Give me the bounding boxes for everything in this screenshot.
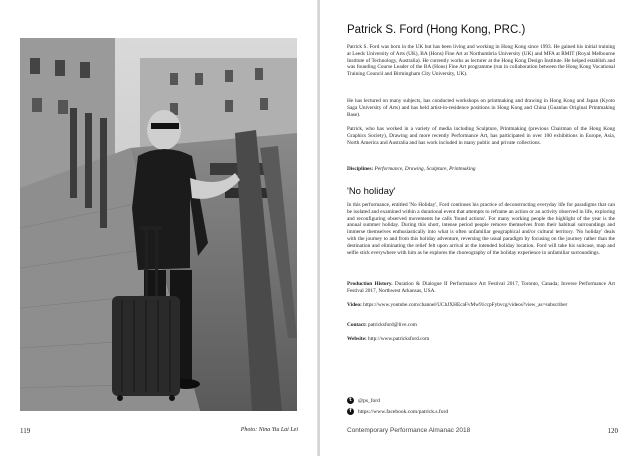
video-line xyxy=(347,302,615,309)
facebook-icon: f xyxy=(347,408,354,415)
production-history xyxy=(347,281,615,295)
disciplines-label: Disciplines: xyxy=(347,166,374,172)
photo-credit: Photo: Nina Yiu Lai Lei xyxy=(240,427,298,433)
performance-description: In this performance, entitled 'No Holiday', Ford continues his practice of deconstructing everyday life for paradigms that can be isolated and examined within a durational event that attempts to reframe an action or an activity observed in life, exploring and reconfiguring observed movements he calls 'found actions'. For many working people the highlight of the year is the annual summer holiday. During this short, intense period people remove themselves from their habitual surroundings and immerse themselves enthusiastically into what is often unfamiliar geographical and/or cultural territory. 'No holiday' deals with the journey to and from this holiday adventure, reversing the usual paradigm by focusing on the journey rather than the destination and eliminating the relief felt upon arrival at the intended holiday location. Ford will take his suitcase, map and selfie stick everywhere with him as he explores the choreography of the holiday experience in unfamiliar surroundings. xyxy=(347,202,615,256)
contact-label: Contact: xyxy=(347,322,367,328)
performance-title: 'No holiday' xyxy=(347,186,396,197)
twitter-handle[interactable]: @ps_ford xyxy=(358,397,380,404)
website-label: Website: xyxy=(347,336,367,342)
video-link[interactable]: https://www.youtube.com/channel/UChJXHEcaFvMw91ccpFybvcg/videos?view_as=subscriber xyxy=(363,302,568,308)
contact-line xyxy=(347,322,615,329)
contact-email[interactable]: patricksford@live.com xyxy=(368,322,417,328)
facebook-link[interactable]: https://www.facebook.com/patrick.s.ford xyxy=(358,408,449,415)
right-page xyxy=(320,0,640,456)
bio-paragraph-2: He has lectured on many subjects, has conducted workshops on printmaking and drawing in Hong Kong and Japan (Kyoto Saga University of Arts) and has held artist-in-residence positions in Hong Kong and China (Guanlan Original Printmaking Base). xyxy=(347,98,615,118)
facebook-row[interactable] xyxy=(347,408,448,415)
disciplines-value: Performance, Drawing, Sculpture, Printmaking xyxy=(374,166,476,172)
video-label: Video: xyxy=(347,302,362,308)
twitter-row[interactable] xyxy=(347,397,380,404)
bio-paragraph-3: Patrick, who has worked in a variety of media including Sculpture, Printmaking (previous Chairman of the Hong Kong Graphics Society), Drawing and more recently Performance Art, has participated in over 100 exhibitions in Europe, Asia, North America and Australia and has work included in many public and private collections. xyxy=(347,126,615,146)
left-page xyxy=(0,0,318,456)
twitter-icon: t xyxy=(347,397,354,404)
disciplines-line xyxy=(347,166,615,173)
page-number-left: 119 xyxy=(20,427,31,435)
page-number-right: 120 xyxy=(607,427,618,435)
almanac-footer: Contemporary Performance Almanac 2018 xyxy=(347,427,471,434)
production-label: Production History. xyxy=(347,281,393,287)
bio-paragraph-1: Patrick S. Ford was born in the UK but has been living and working in Hong Kong since 1993. He gained his initial training at Leeds University of Arts (UK), BA (Hons) Fine Art at Northumbria University (UK) and MFA at RMIT (Royal Melbourne Institute of Technology, Australia). He currently works as lecturer at the Hong Kong Design Institute. He helped establish and was founding Course Leader of the BA (Hons) Fine Art programme (run in collaboration between the Hong Kong Vocational Training Council and Birmingham City University, UK). xyxy=(347,44,615,78)
website-line xyxy=(347,336,615,343)
website-link[interactable]: http://www.patricksford.com xyxy=(368,336,430,342)
artist-photo xyxy=(20,38,297,411)
artist-title: Patrick S. Ford (Hong Kong, PRC.) xyxy=(347,24,526,36)
production-value: Duration & Dialogue II Performance Art Festival 2017, Toronto, Canada; Inverse Performance Art Festival 2017, Northwest Arkansas, USA. xyxy=(347,281,616,294)
